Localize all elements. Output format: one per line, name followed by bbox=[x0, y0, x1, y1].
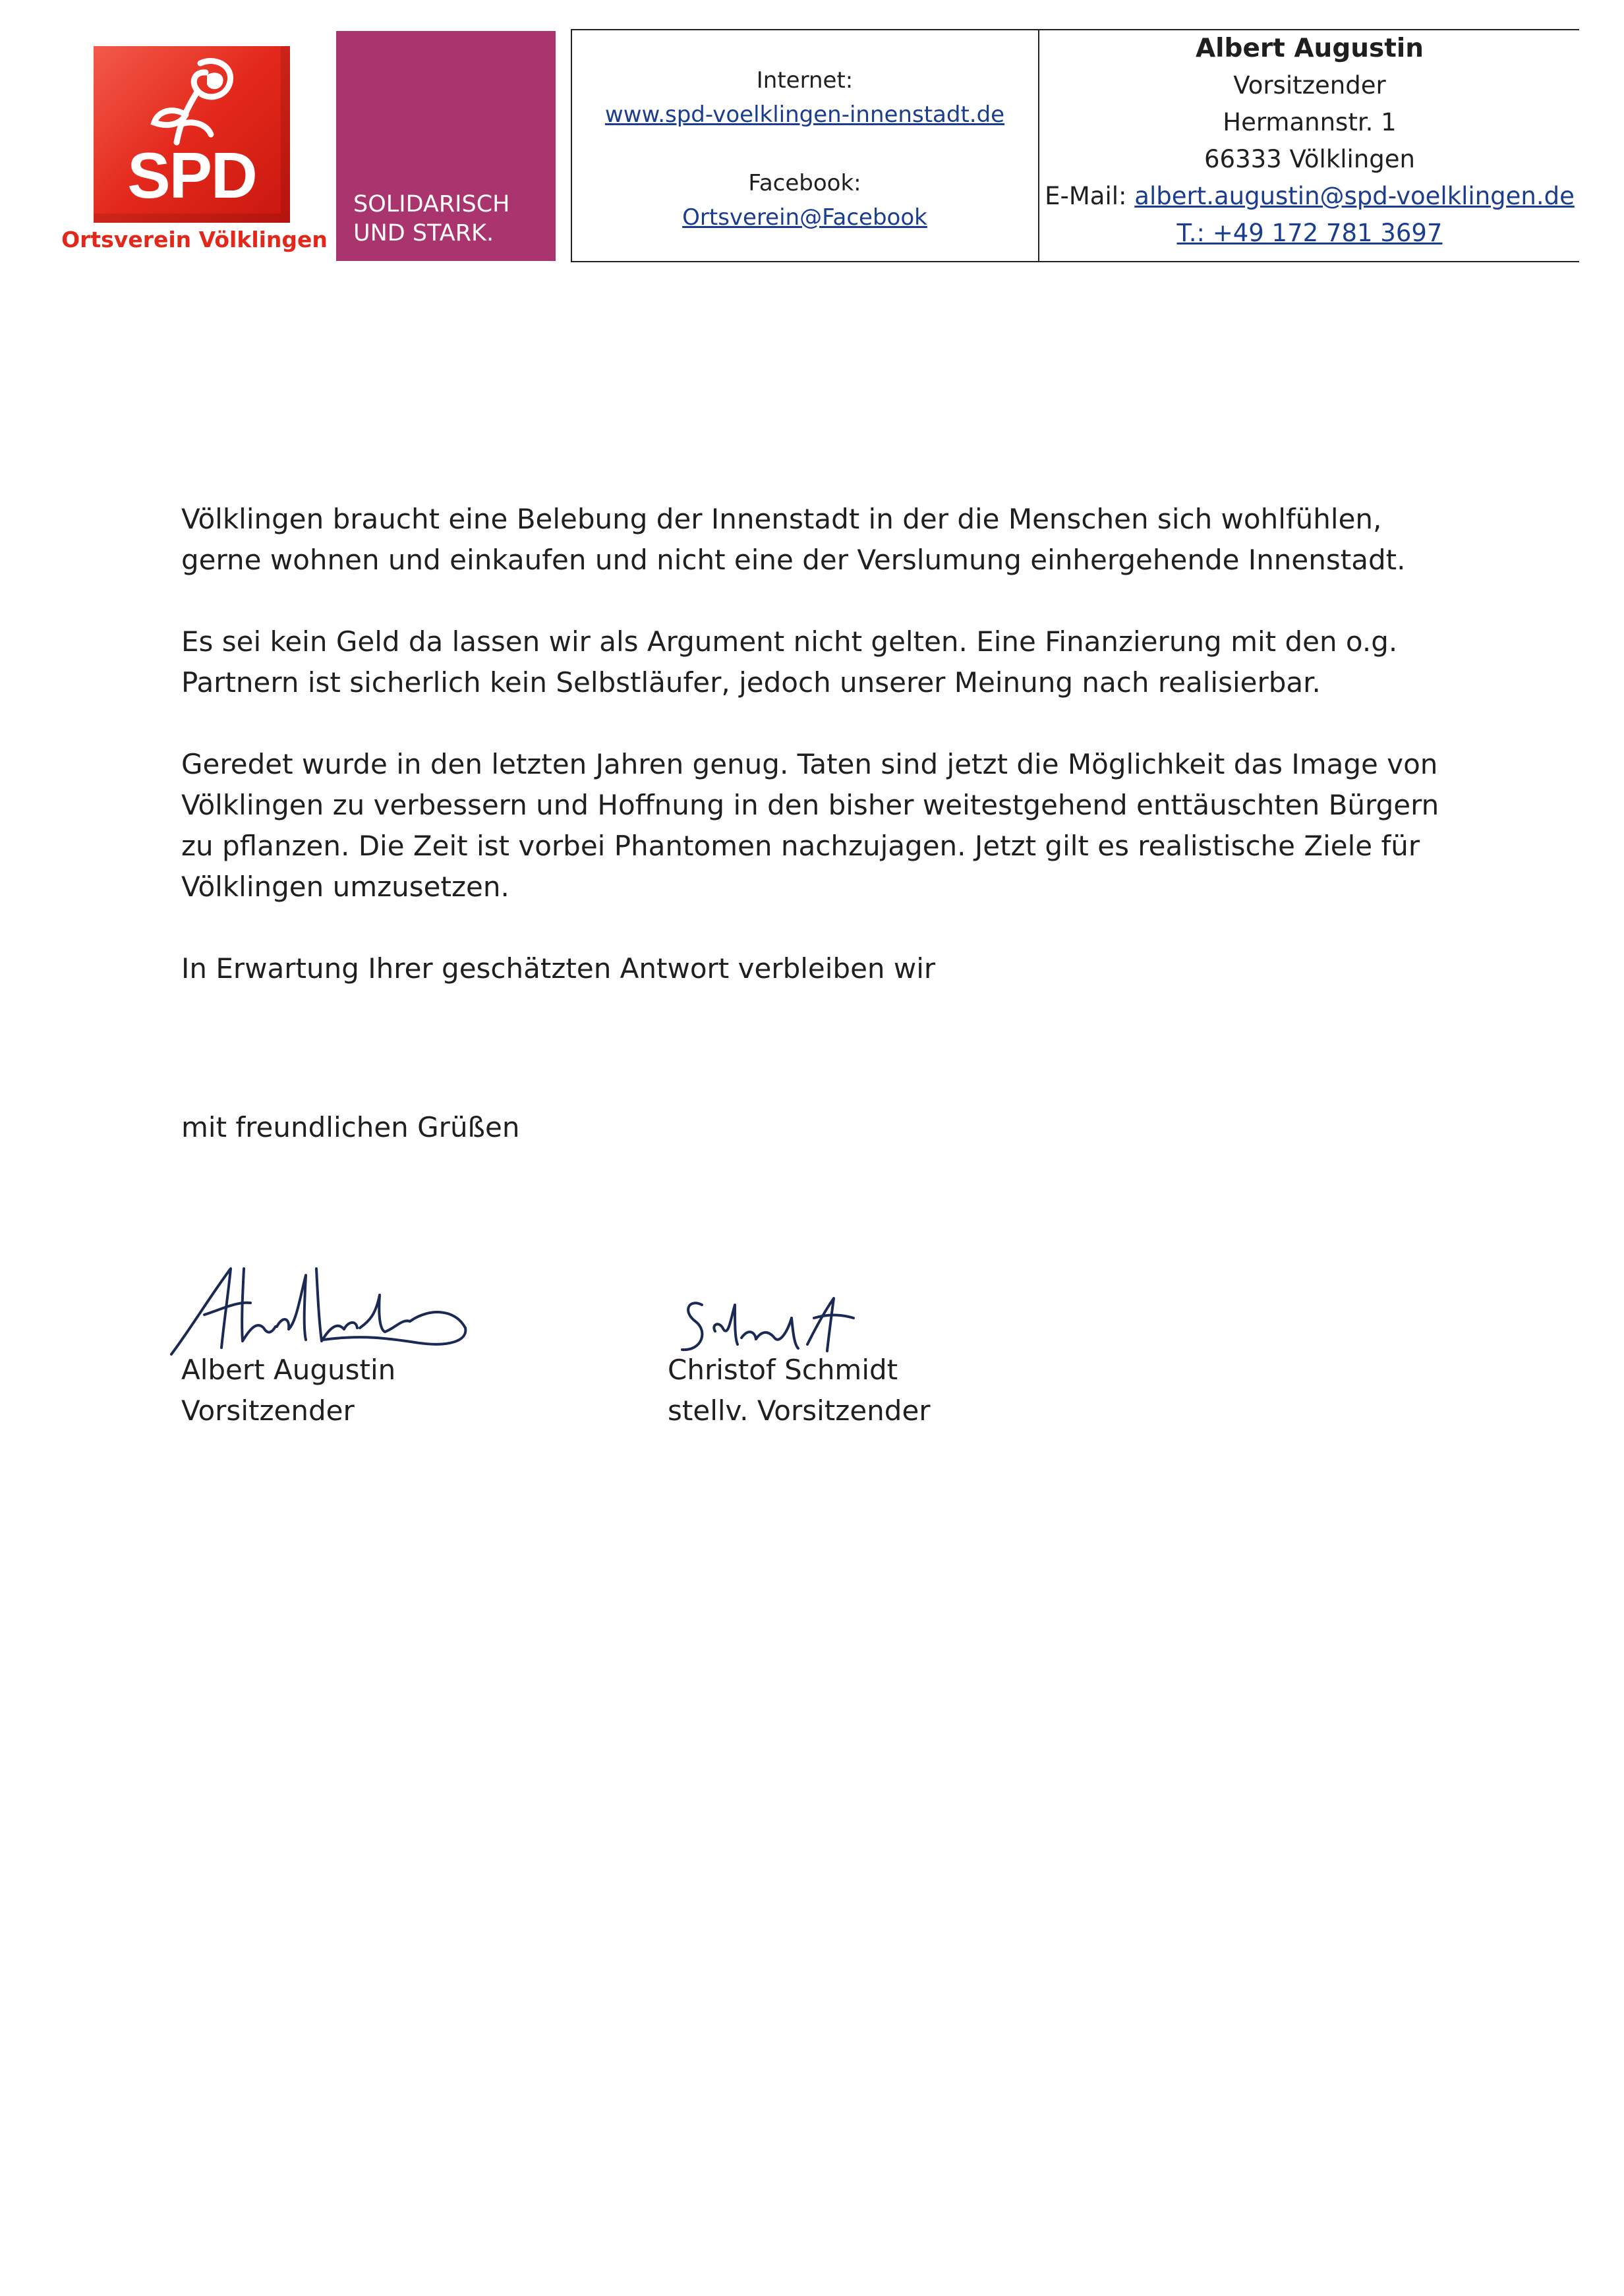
facebook-label: Facebook: bbox=[748, 170, 861, 196]
paragraph: Völklingen braucht eine Belebung der Innenstadt in der die Menschen sich wohlfühlen, gerne wohnen und einkaufen und nicht eine der Verslumung einhergehende Innenstadt. bbox=[181, 503, 1406, 576]
signer-name: Christof Schmidt bbox=[668, 1354, 898, 1386]
address-column bbox=[1039, 29, 1580, 262]
internet-label: Internet: bbox=[756, 67, 854, 94]
city-address: 66333 Völklingen bbox=[1204, 145, 1415, 173]
logo-caption: Ortsverein Völklingen bbox=[61, 227, 328, 252]
letter-body bbox=[181, 499, 1499, 1030]
sender-role: Vorsitzender bbox=[1233, 71, 1386, 100]
email-row bbox=[1039, 178, 1580, 215]
signer-role: Vorsitzender bbox=[181, 1394, 355, 1427]
email-label: E-Mail: bbox=[1045, 182, 1127, 210]
slogan-banner bbox=[336, 31, 556, 261]
email-link[interactable]: albert.augustin@spd-voelklingen.de bbox=[1134, 182, 1575, 210]
phone-link[interactable]: T.: +49 172 781 3697 bbox=[1176, 219, 1443, 247]
signer-block-1 bbox=[181, 1350, 395, 1431]
paragraph: Geredet wurde in den letzten Jahren genug. Taten sind jetzt die Möglichkeit das Image von Völklingen zu verbessern und Hoffnung in den bisher weitestgehend enttäuschten Bürgern zu pflanzen. Die Zeit ist vorbei Phantomen nachzujagen. Jetzt gilt es realistische Ziele für Völklingen umzusetzen. bbox=[181, 748, 1439, 903]
signature-christof-schmidt bbox=[676, 1292, 867, 1358]
closing-greeting: mit freundlichen Grüßen bbox=[181, 1111, 520, 1143]
slogan-text bbox=[353, 190, 509, 248]
rose-icon bbox=[134, 50, 246, 149]
signer-role: stellv. Vorsitzender bbox=[668, 1394, 931, 1427]
spd-logo-cube bbox=[94, 46, 290, 223]
paragraph: In Erwartung Ihrer geschätzten Antwort verbleiben wir bbox=[181, 952, 936, 985]
signer-block-2 bbox=[668, 1350, 931, 1431]
web-contact-column bbox=[571, 29, 1039, 262]
facebook-link[interactable]: Ortsverein@Facebook bbox=[682, 204, 927, 231]
spd-wordmark: SPD bbox=[127, 139, 256, 212]
signature-albert-augustin bbox=[165, 1255, 481, 1361]
sender-name: Albert Augustin bbox=[1196, 34, 1424, 63]
website-link[interactable]: www.spd-voelklingen-innenstadt.de bbox=[604, 101, 1005, 128]
spd-logo bbox=[59, 41, 330, 265]
slogan-line-2: UND STARK. bbox=[353, 220, 494, 246]
signer-name: Albert Augustin bbox=[181, 1354, 396, 1386]
paragraph: Es sei kein Geld da lassen wir als Argument nicht gelten. Eine Finanzierung mit den o.g. Partnern ist sicherlich kein Selbstläufer, jedoch unserer Meinung nach realisierbar. bbox=[181, 625, 1398, 699]
street-address: Hermannstr. 1 bbox=[1223, 108, 1397, 136]
slogan-line-1: SOLIDARISCH bbox=[353, 191, 510, 217]
